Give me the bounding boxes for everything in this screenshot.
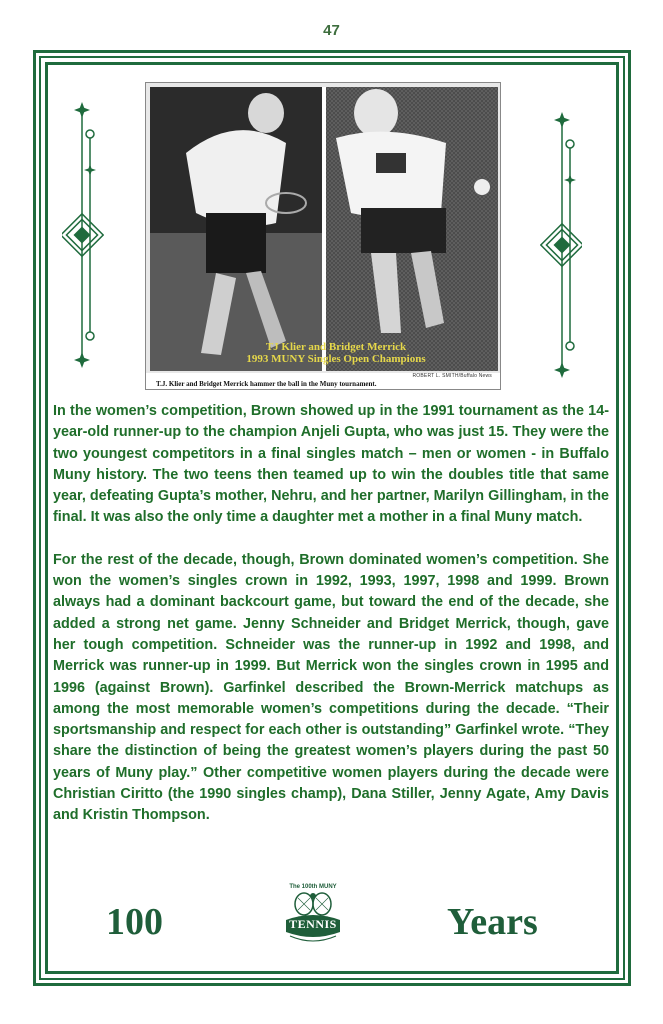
- footer-years: Years: [447, 901, 538, 943]
- photo-credit: ROBERT L. SMITH/Buffalo News: [412, 373, 492, 379]
- article-body: [53, 401, 609, 827]
- overlay-line-1: TJ Klier and Bridget Merrick: [265, 341, 407, 353]
- footer-100: 100: [106, 901, 163, 943]
- newspaper-photo: [145, 82, 501, 390]
- tennis-logo-icon: [276, 884, 350, 944]
- paragraph-2: For the rest of the decade, though, Brown dominated women’s competition. She won the women’s singles crown in 1992, 1993, 1997, 1998 and 1999. Brown always had a dominant backcourt game, but toward the end of the decade, she added a strong net game. Jenny Schneider and Bridget Merrick, though, gave her tough competition. Schneider was the runner-up in 1992 and 1998, and Merrick was runner-up in 1999. But Merrick won the singles crown in 1995 and 1996 (against Brown). Garfinkel described the Brown-Merrick matchups as among the most memorable women’s competitions during the decade. “Their sportsmanship and respect for each other is outstanding” Garfinkel wrote. “They share the distinction of being the greatest women’s players during the past 50 years of Muny play.” Other competitive women players during the decade were Christian Ciritto (the 1990 singles champ), Dana Stiller, Jenny Agate, Amy Davis and Kristin Thompson.: [53, 551, 609, 824]
- right-ornament-icon: [540, 110, 582, 380]
- logo-top-text: The 100th MUNY: [289, 884, 337, 890]
- page-number: 47: [323, 22, 340, 39]
- overlay-line-2: 1993 MUNY Singles Open Champions: [246, 353, 426, 365]
- photo-overlay-caption: [186, 341, 486, 365]
- logo-word: TENNIS: [289, 917, 337, 931]
- photo-caption: T.J. Klier and Bridget Merrick hammer the ball in the Muny tournament.: [156, 380, 377, 388]
- paragraph-1: In the women’s competition, Brown showed up in the 1991 tournament as the 14-year-old runner-up to the champion Anjeli Gupta, who was just 15. They were the two youngest competitors in a final singles match – men or women - in Buffalo Muny history. The two teens then teamed up to win the doubles title that same year, defeating Gupta’s mother, Nehru, and her partner, Marilyn Gillingham, in the final. It was also the only time a daughter met a mother in a final Muny match.: [53, 403, 609, 526]
- muny-tennis-logo: [276, 884, 350, 944]
- left-ornament-icon: [62, 100, 104, 370]
